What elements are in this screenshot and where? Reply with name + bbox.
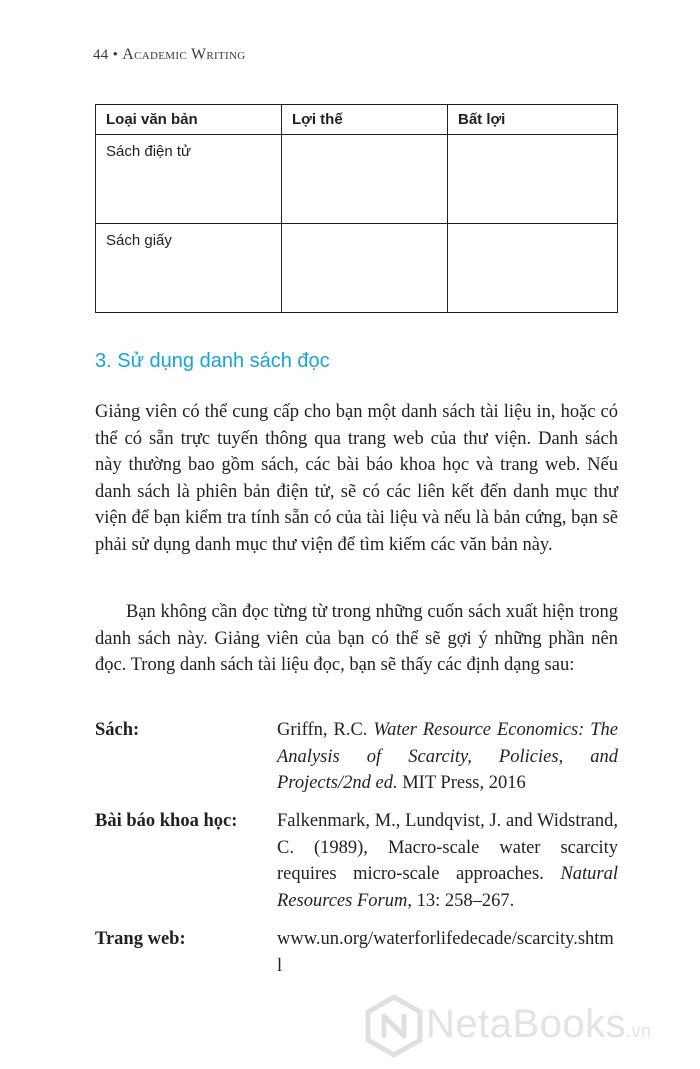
table-cell [282, 224, 448, 313]
watermark-text [426, 1002, 652, 1047]
table-row [96, 135, 618, 224]
netabooks-logo-icon [362, 994, 426, 1058]
watermark-brand: NetaBooks [426, 1002, 627, 1046]
reference-text [277, 808, 618, 914]
table-row [96, 224, 618, 313]
table-cell [448, 224, 618, 313]
table-header-cell: Lợi thế [282, 105, 448, 135]
header-separator: • [112, 47, 119, 63]
table-cell [282, 135, 448, 224]
reference-url: www.un.org/waterforlifedecade/scarcity.shtml [277, 929, 614, 976]
body-paragraph: Bạn không cần đọc từng từ trong những cuốn sách xuất hiện trong danh sách này. Giảng viên của bạn có thể sẽ gợi ý những phần nên đọc. Trong danh sách tài liệu đọc, bạn sẽ thấy các định dạng sau: [95, 602, 618, 675]
reference-label: Sách: [95, 720, 140, 740]
reference-book-title: Water Resource Economics: The Analysis of Scarcity, Policies, and Projects/2nd ed. [277, 720, 619, 793]
reference-journal: Natural Resources Forum [277, 864, 619, 911]
reference-label: Bài báo khoa học: [95, 811, 238, 831]
table-cell: Sách giấy [96, 224, 282, 313]
table-header-row [96, 105, 618, 135]
reference-label: Trang web: [95, 929, 186, 949]
page-number: 44 [93, 47, 109, 63]
reference-text [277, 717, 618, 797]
reference-pages: , 13: 258–267. [407, 890, 515, 911]
reference-author: Griffn, R.C. [277, 720, 368, 740]
reference-article-text: Falkenmark, M., Lundqvist, J. and Widstrand, C. (1989), Macro-scale water scarcity requires micro-scale approaches. [277, 811, 618, 884]
watermark-logo [362, 994, 692, 1058]
table-header-cell: Loại văn bản [96, 105, 282, 135]
section-heading: 3. Sử dụng danh sách đọc [95, 350, 330, 372]
body-paragraph: Giảng viên có thể cung cấp cho bạn một danh sách tài liệu in, hoặc có thể có sẵn trực tuyến thông qua trang web của thư viện. Danh sách này thường bao gồm sách, các bài báo khoa học và trang web. Nếu danh sách là phiên bản điện tử, sẽ có các liên kết đến danh mục thư viện để bạn kiểm tra tính sẵn có của tài liệu và nếu là bản cứng, bạn sẽ phải sử dụng danh mục thư viện để tìm kiếm các văn bản này. [95, 402, 618, 555]
table-header-cell: Bất lợi [448, 105, 618, 135]
table-cell [448, 135, 618, 224]
table-cell: Sách điện tử [96, 135, 282, 224]
reference-publisher: MIT Press, 2016 [402, 773, 526, 793]
comparison-table [95, 104, 618, 313]
running-title: Academic Writing [122, 46, 246, 63]
watermark-suffix: .vn [626, 1021, 652, 1041]
running-header [93, 46, 245, 64]
